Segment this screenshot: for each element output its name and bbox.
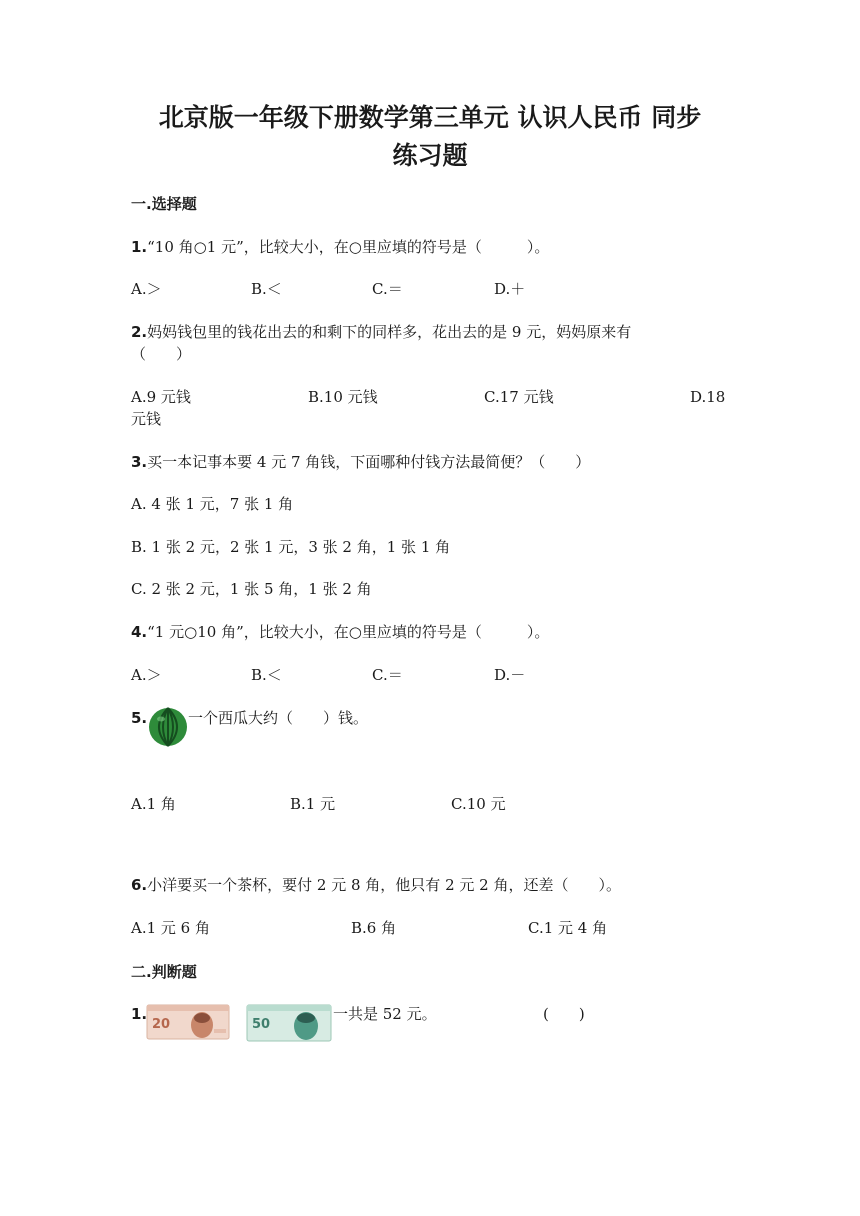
question-1 bbox=[131, 236, 549, 258]
page-title-line2: 练习题 bbox=[392, 141, 468, 170]
question-number: 6. bbox=[131, 876, 148, 894]
page-title-line1: 北京版一年级下册数学第三单元 认识人民币 同步 bbox=[158, 103, 702, 132]
section-judge-heading: 二.判断题 bbox=[131, 963, 197, 981]
q1-option-b[interactable]: B.＜ bbox=[251, 280, 282, 298]
section-choice-heading: 一.选择题 bbox=[131, 195, 197, 213]
q1-option-d[interactable]: D.＋ bbox=[494, 280, 526, 298]
question-number: 4. bbox=[131, 623, 148, 641]
q6-option-b[interactable]: B.6 角 bbox=[351, 919, 397, 937]
judge-question-1-text: 一共是 52 元。 bbox=[333, 1005, 437, 1023]
q2-option-d-wrap: 元钱 bbox=[131, 410, 162, 428]
question-2 bbox=[131, 321, 631, 343]
question-4 bbox=[131, 621, 549, 643]
q6-option-c[interactable]: C.1 元 4 角 bbox=[528, 919, 608, 937]
question-number: 5. bbox=[131, 709, 148, 727]
question-number: 1. bbox=[131, 238, 148, 256]
q4-option-d[interactable]: D.－ bbox=[494, 666, 526, 684]
question-number: 3. bbox=[131, 453, 148, 471]
q4-option-a[interactable]: A.＞ bbox=[131, 666, 162, 684]
question-3 bbox=[131, 451, 590, 473]
q2-option-a[interactable]: A.9 元钱 bbox=[131, 388, 191, 406]
watermelon-icon bbox=[148, 707, 188, 747]
question-6 bbox=[131, 874, 621, 896]
question-text: “1 元○10 角”，比较大小，在○里应填的符号是（ ）。 bbox=[147, 623, 550, 641]
question-text: “10 角○1 元”，比较大小，在○里应填的符号是（ ）。 bbox=[147, 238, 550, 256]
question-text: 买一本记事本要 4 元 7 角钱，下面哪种付钱方法最简便？（ ） bbox=[147, 453, 591, 471]
judge-question-1-number bbox=[131, 1003, 147, 1025]
question-number: 1. bbox=[131, 1005, 148, 1023]
bill-50-value: 50 bbox=[252, 1017, 271, 1032]
q2-option-b[interactable]: B.10 元钱 bbox=[308, 388, 378, 406]
q5-option-a[interactable]: A.1 角 bbox=[131, 795, 176, 813]
question-5-number bbox=[131, 707, 147, 729]
q3-option-c[interactable]: C. 2 张 2 元，1 张 5 角，1 张 2 角 bbox=[131, 580, 372, 598]
question-2-continuation: （ ） bbox=[131, 345, 192, 363]
q4-option-b[interactable]: B.＜ bbox=[251, 666, 282, 684]
q3-option-a[interactable]: A. 4 张 1 元，7 张 1 角 bbox=[131, 495, 294, 513]
q5-option-b[interactable]: B.1 元 bbox=[290, 795, 336, 813]
q6-option-a[interactable]: A.1 元 6 角 bbox=[131, 919, 210, 937]
q4-option-c[interactable]: C.＝ bbox=[372, 666, 403, 684]
question-number: 2. bbox=[131, 323, 148, 341]
banknote-20-yuan-icon bbox=[146, 1001, 230, 1041]
q5-option-c[interactable]: C.10 元 bbox=[451, 795, 506, 813]
q2-option-c[interactable]: C.17 元钱 bbox=[484, 388, 554, 406]
banknote-50-yuan-icon bbox=[246, 1001, 332, 1043]
question-text: 小洋要买一个茶杯，要付 2 元 8 角，他只有 2 元 2 角，还差（ ）。 bbox=[147, 876, 621, 894]
q1-option-c[interactable]: C.＝ bbox=[372, 280, 403, 298]
q3-option-b[interactable]: B. 1 张 2 元，2 张 1 元，3 张 2 角，1 张 1 角 bbox=[131, 538, 451, 556]
question-text: 妈妈钱包里的钱花出去的和剩下的同样多，花出去的是 9 元，妈妈原来有 bbox=[147, 323, 632, 341]
bill-20-value: 20 bbox=[152, 1017, 171, 1032]
q1-option-a[interactable]: A.＞ bbox=[131, 280, 162, 298]
question-5-text: 一个西瓜大约（ ）钱。 bbox=[188, 709, 369, 727]
judge-question-1-blank[interactable]: ( ) bbox=[543, 1005, 585, 1023]
q2-option-d[interactable]: D.18 bbox=[690, 388, 726, 406]
